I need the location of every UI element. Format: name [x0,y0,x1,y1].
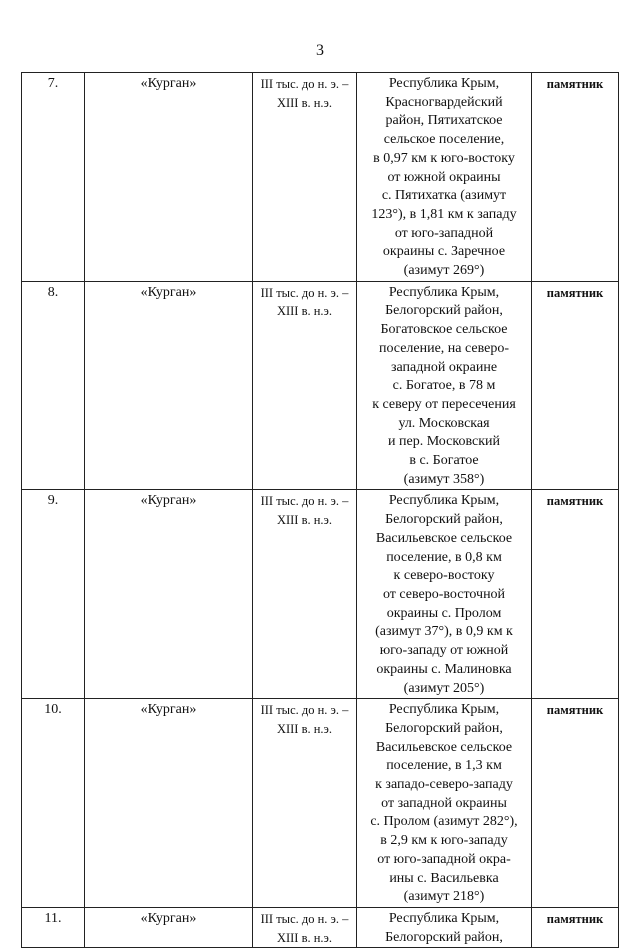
location-line: от юго-западной окра- [377,851,511,867]
site-dating [253,73,357,282]
location-line: (азимут 218°) [403,889,485,905]
location-line: Васильевское сельское [375,530,513,546]
site-name: «Курган» [85,907,253,947]
location-line: ины с. Васильевка [389,870,499,886]
location-line: Республика Крым, [388,76,500,91]
table-row [22,490,619,699]
row-number: 8. [22,281,85,490]
location-line: юго-западу от южной [379,643,509,659]
page-number: 3 [316,42,324,59]
location-line: и пер. Московский [388,434,500,450]
row-number: 7. [22,73,85,282]
location-line: Белогорский район, [385,720,503,736]
location-line: к западо-северо-западу [375,777,513,793]
location-line: Белогорский район, [385,512,503,528]
site-category: памятник [532,699,619,908]
site-dating [253,281,357,490]
location-line: в 2,9 км к юго-западу [380,833,508,849]
table-row [22,907,619,947]
dating-line: III тыс. до н. э. – [260,911,349,926]
location-line: (азимут 205°) [403,680,485,696]
location-line: Белогорский район, [385,303,503,319]
location-line: Республика Крым, [388,910,500,926]
location-line: в с. Богатое [409,453,479,469]
site-category: памятник [532,281,619,490]
location-line: (азимут 269°) [403,263,485,279]
location-line: (азимут 358°) [403,471,485,487]
dating-line: XIII в. н.э. [276,721,333,736]
site-category: памятник [532,490,619,699]
site-dating [253,490,357,699]
dating-line: XIII в. н.э. [276,95,333,110]
site-name: «Курган» [85,73,253,282]
location-line: окраины с. Малиновка [376,661,512,677]
location-line: от западной окраины [381,795,507,811]
site-location [357,490,532,699]
location-line: от южной окраины [387,169,501,185]
location-line: Республика Крым, [388,284,500,300]
site-name: «Курган» [85,490,253,699]
location-line: 123°), в 1,81 км к западу [371,206,517,222]
table-row [22,73,619,282]
table-body [22,73,619,948]
location-line: с. Пятихатка (азимут [381,188,507,204]
row-number: 11. [22,907,85,947]
site-location [357,907,532,947]
site-location [357,281,532,490]
location-line: (азимут 37°), в 0,9 км к [375,624,513,640]
site-name: «Курган» [85,699,253,908]
dating-line: III тыс. до н. э. – [260,703,349,718]
dating-line: XIII в. н.э. [276,930,333,945]
location-line: окраины с. Заречное [382,244,506,260]
location-line: от северо-восточной [382,586,506,602]
location-line: западной окраине [390,359,498,375]
dating-line: III тыс. до н. э. – [260,494,349,509]
location-line: Васильевское сельское [375,739,513,755]
location-line: к северо-востоку [393,568,495,584]
site-category: памятник [532,907,619,947]
table-row [22,281,619,490]
location-line: Республика Крым, [388,493,500,509]
location-line: Красногвардейский [385,94,503,110]
location-line: окраины с. Пролом [386,605,502,621]
dating-line: XIII в. н.э. [276,304,333,319]
location-line: с. Пролом (азимут 282°), [370,814,518,830]
location-line: Республика Крым, [388,702,500,718]
location-line: поселение, в 1,3 км [386,758,502,774]
location-line: Белогорский район, [385,929,503,945]
row-number: 10. [22,699,85,908]
site-category: памятник [532,73,619,282]
site-dating [253,699,357,908]
table-row [22,699,619,908]
location-line: сельское поселение, [383,132,505,148]
location-line: ул. Московская [398,415,490,431]
row-number: 9. [22,490,85,699]
site-location [357,73,532,282]
site-name: «Курган» [85,281,253,490]
dating-line: III тыс. до н. э. – [260,77,349,91]
location-line: район, Пятихатское [385,113,503,129]
site-dating [253,907,357,947]
heritage-sites-table [21,72,619,948]
dating-line: XIII в. н.э. [276,513,333,528]
dating-line: III тыс. до н. э. – [260,285,349,300]
site-location [357,699,532,908]
location-line: в 0,97 км к юго-востоку [373,150,515,166]
location-line: Богатовское сельское [380,322,508,338]
location-line: поселение, на северо- [378,340,510,356]
location-line: поселение, в 0,8 км [386,549,502,565]
location-line: к северу от пересечения [372,396,516,412]
location-line: с. Богатое, в 78 м [392,378,496,394]
location-line: от юго-западной [394,225,494,241]
